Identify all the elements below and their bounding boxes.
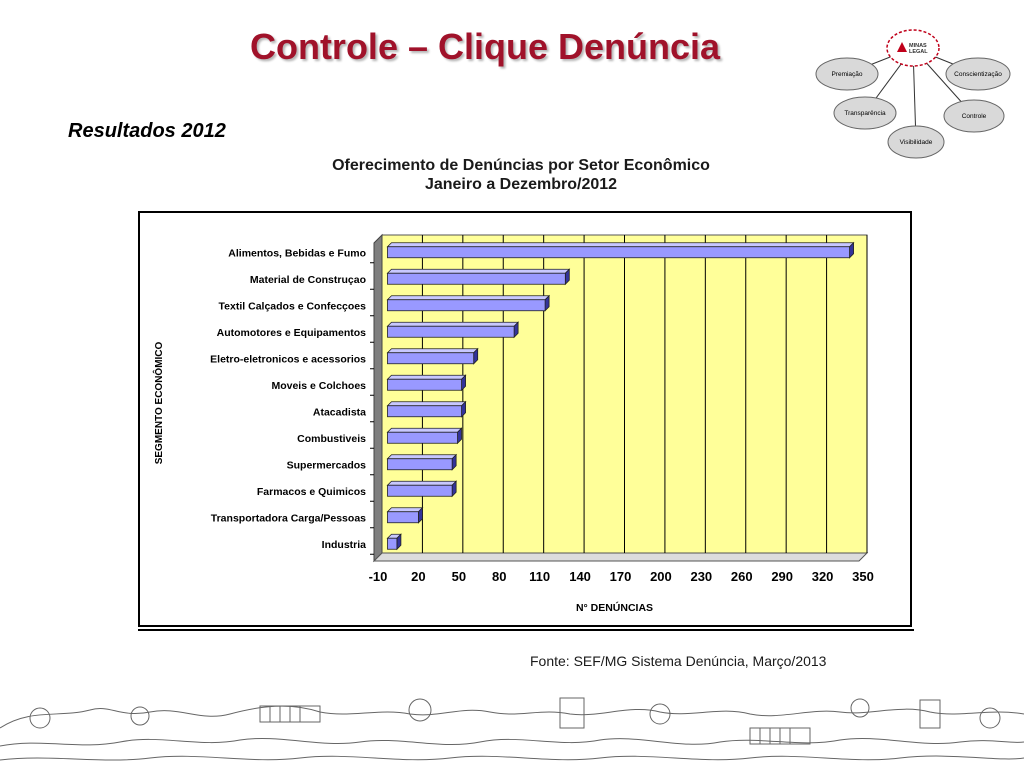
bar [387, 459, 452, 470]
bar-top [387, 402, 465, 406]
diagram-node-visibilidade [888, 126, 944, 158]
svg-text:LEGAL: LEGAL [909, 49, 928, 55]
bar-top [387, 455, 456, 459]
diagram-logo-text: MINAS [909, 43, 927, 49]
bar [387, 326, 514, 337]
slide-title: Controle – Clique Denúncia [249, 26, 721, 67]
bar-top [387, 269, 569, 273]
x-tick-label: 20 [411, 569, 426, 584]
chart-title-line-2: Janeiro a Dezembro/2012 [424, 176, 618, 193]
bar-top [387, 349, 477, 353]
category-label: Eletro-eletronicos e acessorios [210, 353, 366, 366]
category-label: Moveis e Colchoes [271, 379, 366, 392]
bar-top [387, 322, 518, 326]
bar-top [387, 375, 465, 379]
category-label: Transportadora Carga/Pessoas [210, 512, 366, 525]
category-label: Textil Calçados e Confecçoes [218, 300, 366, 313]
x-tick-label: 230 [690, 569, 713, 584]
svg-text:Conscientização: Conscientização [954, 71, 1002, 78]
diagram-node-premiacao [816, 58, 878, 90]
bar [387, 300, 545, 311]
x-tick-label: 50 [451, 569, 467, 584]
city-skyline-illustration [0, 688, 1024, 768]
category-label: Alimentos, Bebidas e Fumo [228, 247, 366, 260]
chart-frame-shadow [138, 629, 914, 631]
diagram-node-transparencia [834, 97, 896, 129]
bar [387, 273, 565, 284]
bar [387, 512, 418, 523]
chart-title [290, 156, 752, 194]
bar [387, 538, 396, 549]
x-tick-label: 110 [529, 569, 551, 584]
bar [387, 406, 461, 417]
x-tick-label: 290 [771, 569, 794, 584]
svg-text:Transparência: Transparência [844, 110, 886, 117]
svg-text:Controle: Controle [961, 113, 987, 120]
diagram-center-node [887, 30, 939, 66]
bar-top [387, 243, 853, 247]
svg-text:Premiação: Premiação [831, 71, 863, 78]
bar [387, 485, 452, 496]
y-axis-title: SEGMENTO ECONÔMICO [154, 341, 165, 465]
source-note: Fonte: SEF/MG Sistema Denúncia, Março/2013 [530, 653, 827, 669]
category-label: Automotores e Equipamentos [216, 326, 366, 339]
category-label: Farmacos e Quimicos [256, 485, 366, 498]
category-label: Supermercados [286, 459, 366, 472]
svg-text:Visibilidade: Visibilidade [899, 139, 933, 146]
x-tick-label: 80 [492, 569, 507, 584]
category-label: Industria [321, 538, 366, 551]
x-tick-label: 170 [609, 569, 632, 584]
x-tick-label: 350 [852, 569, 874, 584]
x-tick-label: -10 [368, 569, 388, 584]
diagram-node-controle [944, 100, 1004, 132]
bar [387, 379, 461, 390]
diagram-node-conscientizacao [946, 58, 1010, 90]
chart-title-line-1: Oferecimento de Denúncias por Setor Econômico [332, 157, 710, 174]
bar-top [387, 296, 549, 300]
bar-top [387, 508, 422, 512]
bar [387, 432, 457, 443]
bar-top [387, 428, 461, 432]
bar [387, 353, 473, 364]
category-label: Material de Construçao [249, 273, 366, 286]
x-tick-label: 320 [811, 569, 834, 584]
program-diagram [810, 24, 1015, 164]
bar-top [387, 481, 456, 485]
x-tick-label: 260 [730, 569, 753, 584]
x-tick-label: 200 [650, 569, 672, 584]
category-label: Combustiveis [297, 432, 366, 445]
x-tick-label: 140 [569, 569, 591, 584]
bar-chart [140, 213, 910, 625]
plot-side-wall [374, 235, 382, 561]
x-axis-title: N° DENÚNCIAS [575, 602, 654, 614]
section-subtitle: Resultados 2012 [68, 120, 226, 142]
bar [387, 247, 849, 258]
chart-frame [138, 211, 912, 627]
plot-floor [374, 553, 867, 561]
category-label: Atacadista [312, 406, 366, 419]
